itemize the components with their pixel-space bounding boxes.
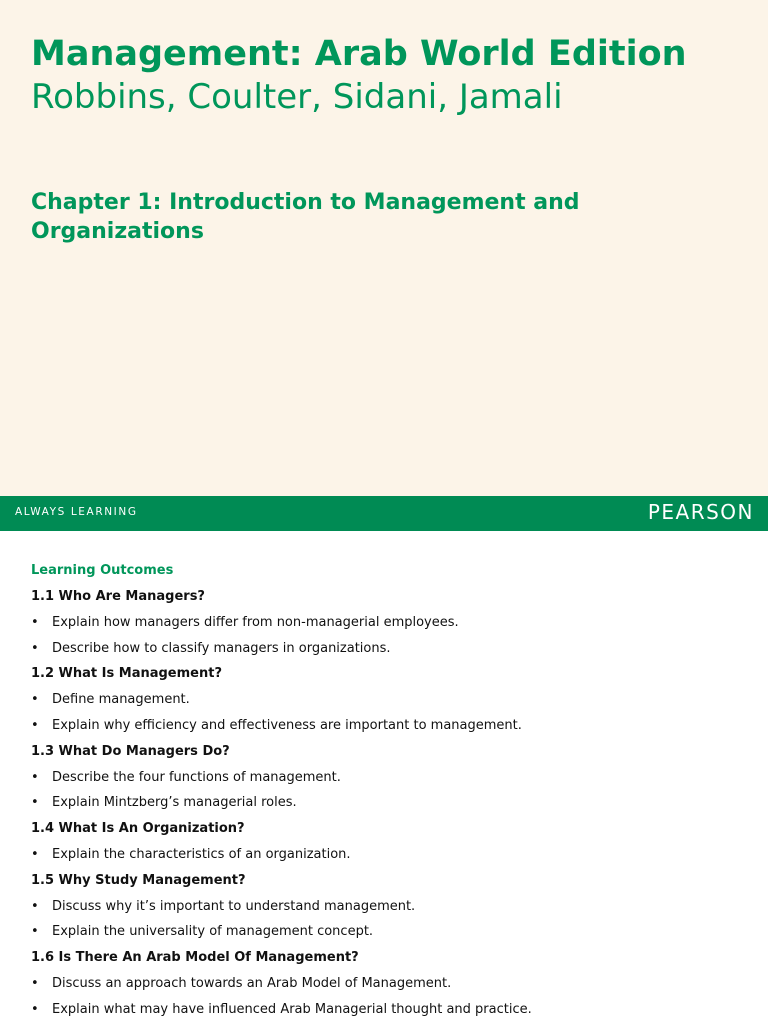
outcome-list — [31, 610, 751, 662]
bullet-icon: • — [31, 898, 39, 914]
outcome-list — [31, 842, 751, 868]
section-heading: 1.2 What Is Management? — [31, 666, 222, 682]
outcome-section — [31, 868, 751, 945]
bullet-icon: • — [31, 846, 39, 862]
outcome-section — [31, 739, 751, 816]
outcome-item — [31, 687, 751, 713]
tagline: ALWAYS LEARNING — [15, 506, 138, 518]
section-heading: 1.5 Why Study Management? — [31, 872, 246, 888]
outcome-list — [31, 971, 751, 1023]
outcome-item — [31, 636, 751, 662]
title-slide — [0, 0, 768, 496]
outcome-section — [31, 661, 751, 738]
book-title: Management: Arab World Edition — [31, 34, 687, 74]
bullet-icon: • — [31, 614, 39, 630]
section-heading: 1.4 What Is An Organization? — [31, 821, 245, 837]
outcome-item-text: Explain the universality of management concept. — [52, 924, 374, 940]
outcome-item — [31, 919, 751, 945]
outcome-item — [31, 790, 751, 816]
outcome-item-text: Explain why efficiency and effectiveness are important to management. — [52, 717, 522, 733]
outcome-item — [31, 610, 751, 636]
outcome-item-text: Discuss why it’s important to understand management. — [52, 898, 416, 914]
outcome-item — [31, 997, 751, 1023]
bullet-icon: • — [31, 640, 39, 656]
outcome-item-text: Describe how to classify managers in organizations. — [52, 640, 391, 656]
outcome-item-text: Explain Mintzberg’s managerial roles. — [52, 795, 297, 811]
outcome-section — [31, 584, 751, 661]
outcome-item-text: Define management. — [52, 692, 190, 708]
bullet-icon: • — [31, 769, 39, 785]
learning-outcomes-heading: Learning Outcomes — [31, 563, 174, 578]
section-heading: 1.6 Is There An Arab Model Of Management? — [31, 950, 359, 966]
bullet-icon: • — [31, 717, 39, 733]
outcome-item — [31, 765, 751, 791]
outcome-item-text: Explain how managers differ from non-managerial employees. — [52, 614, 459, 630]
publisher-logo: PEARSON — [647, 500, 754, 524]
outcome-item — [31, 713, 751, 739]
outcome-list — [31, 687, 751, 739]
bullet-icon: • — [31, 975, 39, 991]
learning-outcomes — [31, 558, 751, 1023]
outcome-item-text: Discuss an approach towards an Arab Model of Management. — [52, 975, 452, 991]
bullet-icon: • — [31, 1001, 39, 1017]
chapter-title: Chapter 1: Introduction to Management and Organizations — [31, 190, 580, 244]
outcome-list — [31, 765, 751, 817]
outcome-item — [31, 894, 751, 920]
bullet-icon: • — [31, 924, 39, 940]
outcome-list — [31, 894, 751, 946]
outcome-section — [31, 816, 751, 868]
bullet-icon: • — [31, 795, 39, 811]
outcome-item-text: Describe the four functions of management. — [52, 769, 341, 785]
section-heading: 1.3 What Do Managers Do? — [31, 743, 230, 759]
section-heading: 1.1 Who Are Managers? — [31, 589, 205, 604]
outcome-item — [31, 971, 751, 997]
bullet-icon: • — [31, 692, 39, 708]
outcome-item — [31, 842, 751, 868]
outcome-section — [31, 945, 751, 1022]
brand-band — [0, 496, 768, 531]
outcome-item-text: Explain the characteristics of an organization. — [52, 846, 351, 862]
outcome-sections — [31, 584, 751, 1023]
outcome-item-text: Explain what may have influenced Arab Managerial thought and practice. — [52, 1001, 532, 1017]
book-authors: Robbins, Coulter, Sidani, Jamali — [31, 77, 563, 117]
